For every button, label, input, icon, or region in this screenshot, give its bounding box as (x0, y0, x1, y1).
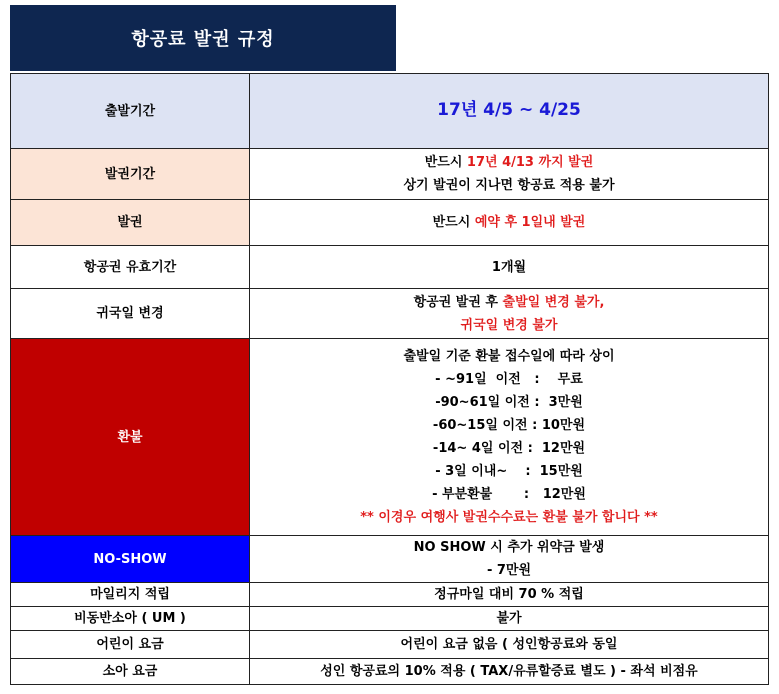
refund-line: -90~61일 이전 : 3만원 (435, 395, 583, 410)
table-row (11, 289, 769, 339)
row-label-infant-fare: 소아 요금 (11, 659, 250, 685)
table-row (11, 583, 769, 607)
row-label-validity: 항공권 유효기간 (11, 246, 250, 289)
row-value-ticketing-period (250, 149, 769, 200)
table-row (11, 74, 769, 149)
row-value-infant-fare: 성인 항공료의 10% 적용 ( TAX/유류할증료 별도 ) - 좌석 비점유 (250, 659, 769, 685)
table-row (11, 631, 769, 659)
row-label-mileage: 마일리지 적립 (11, 583, 250, 607)
table-row (11, 200, 769, 246)
return-change-departure: 출발일 변경 불가, (502, 294, 605, 310)
row-label-departure-period: 출발기간 (11, 74, 250, 149)
no-show-line: NO SHOW 시 추가 위약금 발생 (413, 540, 605, 555)
table-row (11, 659, 769, 685)
no-show-penalty: - 7만원 (486, 563, 532, 578)
refund-line: - 부분환불 : 12만원 (432, 487, 586, 502)
row-label-child-fare: 어린이 요금 (11, 631, 250, 659)
return-change-return: 귀국일 변경 불가 (460, 317, 558, 333)
table-row (11, 149, 769, 200)
refund-line: - 3일 이내~ : 15만원 (435, 464, 583, 479)
row-value-um: 불가 (250, 607, 769, 631)
row-label-ticketing-period: 발권기간 (11, 149, 250, 200)
row-label-return-change: 귀국일 변경 (11, 289, 250, 339)
ticketing-period-prefix: 반드시 (424, 155, 467, 170)
return-change-prefix: 항공권 발권 후 (413, 294, 503, 310)
row-label-um: 비동반소아 ( UM ) (11, 607, 250, 631)
row-value-child-fare: 어린이 요금 없음 ( 성인항공료와 동일 (250, 631, 769, 659)
row-value-ticketing (250, 200, 769, 246)
refund-warning: ** 이경우 여행사 발권수수료는 환불 불가 합니다 ** (360, 510, 658, 525)
ticketing-rule: 예약 후 1일내 발권 (474, 215, 586, 230)
table-row (11, 339, 769, 536)
row-value-refund (250, 339, 769, 536)
departure-period-text: 17년 4/5 ~ 4/25 (437, 100, 581, 120)
row-label-refund: 환불 (11, 339, 250, 536)
ticketing-period-deadline: 17년 4/13 까지 발권 (466, 155, 594, 170)
row-value-departure-period (250, 74, 769, 149)
ticketing-period-note: 상기 발권이 지나면 항공료 적용 불가 (403, 178, 615, 193)
refund-line: - ~91일 이전 : 무료 (435, 372, 583, 387)
refund-line: -60~15일 이전 : 10만원 (432, 418, 586, 433)
row-value-return-change (250, 289, 769, 339)
table-row (11, 607, 769, 631)
page-title: 항공료 발권 규정 (10, 5, 396, 71)
table-row (11, 246, 769, 289)
refund-line: 출발일 기준 환불 접수일에 따라 상이 (403, 349, 615, 364)
row-label-no-show: NO-SHOW (11, 536, 250, 583)
refund-line: -14~ 4일 이전 : 12만원 (432, 441, 586, 456)
row-label-ticketing: 발권 (11, 200, 250, 246)
table-row (11, 536, 769, 583)
row-value-mileage: 정규마일 대비 70 % 적립 (250, 583, 769, 607)
row-value-validity: 1개월 (250, 246, 769, 289)
fare-rules-table (10, 73, 769, 685)
ticketing-prefix: 반드시 (432, 215, 475, 230)
row-value-no-show (250, 536, 769, 583)
